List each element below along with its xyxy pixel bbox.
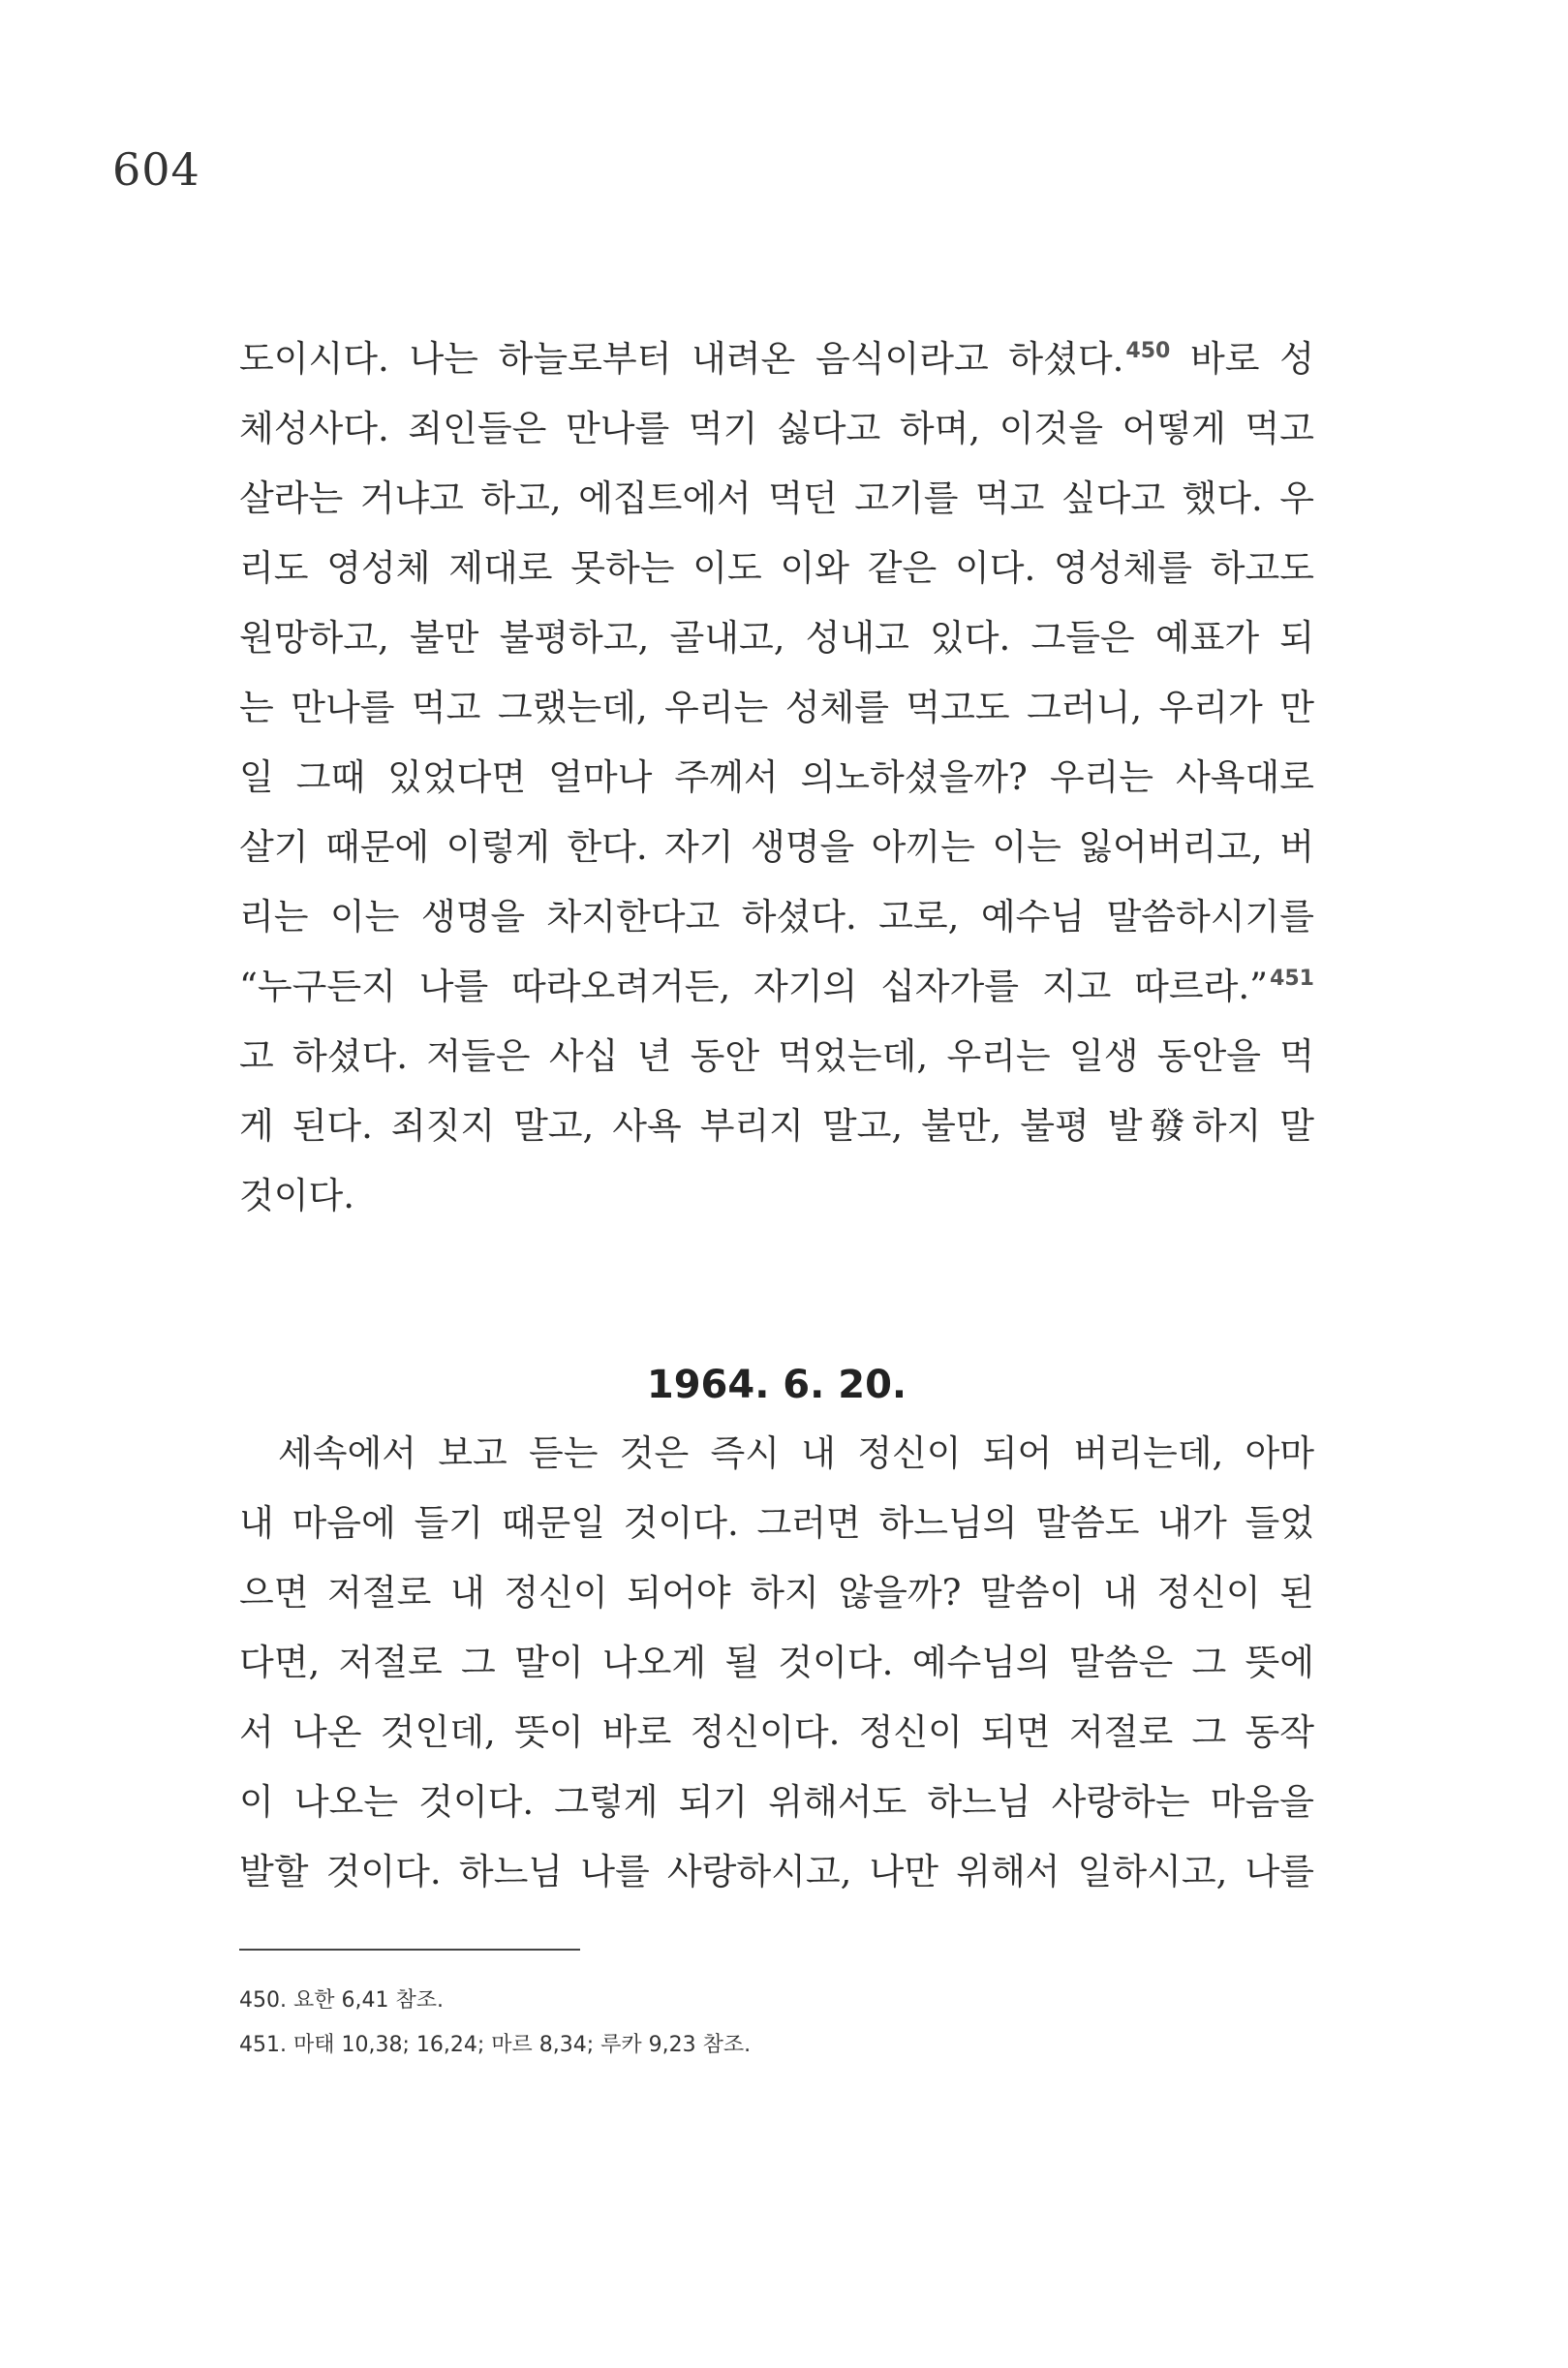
page-number: 604 (112, 143, 200, 196)
text-line (239, 324, 1314, 394)
text-line: 는 만나를 먹고 그랬는데, 우리는 성체를 먹고도 그러니, 우리가 만 (239, 687, 1314, 728)
text-line-segment: 바로 성 (1170, 338, 1314, 380)
text-line: 이 나오는 것이다. 그렇게 되기 위해서도 하느님 사랑하는 마음을 (239, 1781, 1314, 1823)
footnote-divider (239, 1949, 580, 1951)
text-line: 일 그때 있었다면 얼마나 주께서 의노하셨을까? 우리는 사욕대로 (239, 756, 1314, 798)
paragraph-2 (239, 1419, 1314, 1907)
text-line: 것이다. (239, 1175, 354, 1216)
text-line: 살라는 거냐고 하고, 에집트에서 먹던 고기를 먹고 싶다고 했다. 우 (239, 477, 1314, 519)
text-line-segment: “누구든지 나를 따라오려거든, 자기의 십자가를 지고 따르라.” (239, 966, 1269, 1007)
footnote-450: 450. 요한 6,41 참조. (239, 1988, 444, 2013)
text-line: 서 나온 것인데, 뜻이 바로 정신이다. 정신이 되면 저절로 그 동작 (239, 1711, 1314, 1753)
section-date-heading: 1964. 6. 20. (646, 1363, 907, 1407)
footnote-reference: 450 (1125, 339, 1171, 363)
text-line: 다면, 저절로 그 말이 나오게 될 것이다. 예수님의 말씀은 그 뜻에 (239, 1642, 1314, 1683)
text-line: 살기 때문에 이렇게 한다. 자기 생명을 아끼는 이는 잃어버리고, 버 (239, 826, 1314, 868)
text-line: 내 마음에 들기 때문일 것이다. 그러면 하느님의 말씀도 내가 들었 (239, 1502, 1314, 1544)
text-line: 세속에서 보고 듣는 것은 즉시 내 정신이 되어 버리는데, 아마 (278, 1432, 1314, 1474)
text-line: 원망하고, 불만 불평하고, 골내고, 성내고 있다. 그들은 예표가 되 (239, 617, 1314, 659)
text-line: 리도 영성체 제대로 못하는 이도 이와 같은 이다. 영성체를 하고도 (239, 547, 1314, 589)
text-line: 체성사다. 죄인들은 만나를 먹기 싫다고 하며, 이것을 어떻게 먹고 (239, 408, 1314, 449)
paragraph-1 (239, 324, 1314, 1231)
text-line (239, 952, 1314, 1022)
text-line-segment: 도이시다. 나는 하늘로부터 내려온 음식이라고 하셨다. (239, 338, 1124, 380)
text-line: 발할 것이다. 하느님 나를 사랑하시고, 나만 위해서 일하시고, 나를 (239, 1851, 1314, 1892)
footnote-reference: 451 (1270, 967, 1314, 991)
footnote-451: 451. 마태 10,38; 16,24; 마르 8,34; 루카 9,23 참조. (239, 2033, 752, 2057)
text-line: 으면 저절로 내 정신이 되어야 하지 않을까? 말씀이 내 정신이 된 (239, 1572, 1314, 1614)
text-line: 게 된다. 죄짓지 말고, 사욕 부리지 말고, 불만, 불평 발發하지 말 (239, 1105, 1314, 1147)
text-line: 고 하셨다. 저들은 사십 년 동안 먹었는데, 우리는 일생 동안을 먹 (239, 1035, 1314, 1077)
text-line: 리는 이는 생명을 차지한다고 하셨다. 고로, 예수님 말씀하시기를 (239, 896, 1314, 938)
footnotes (239, 1979, 1314, 2068)
